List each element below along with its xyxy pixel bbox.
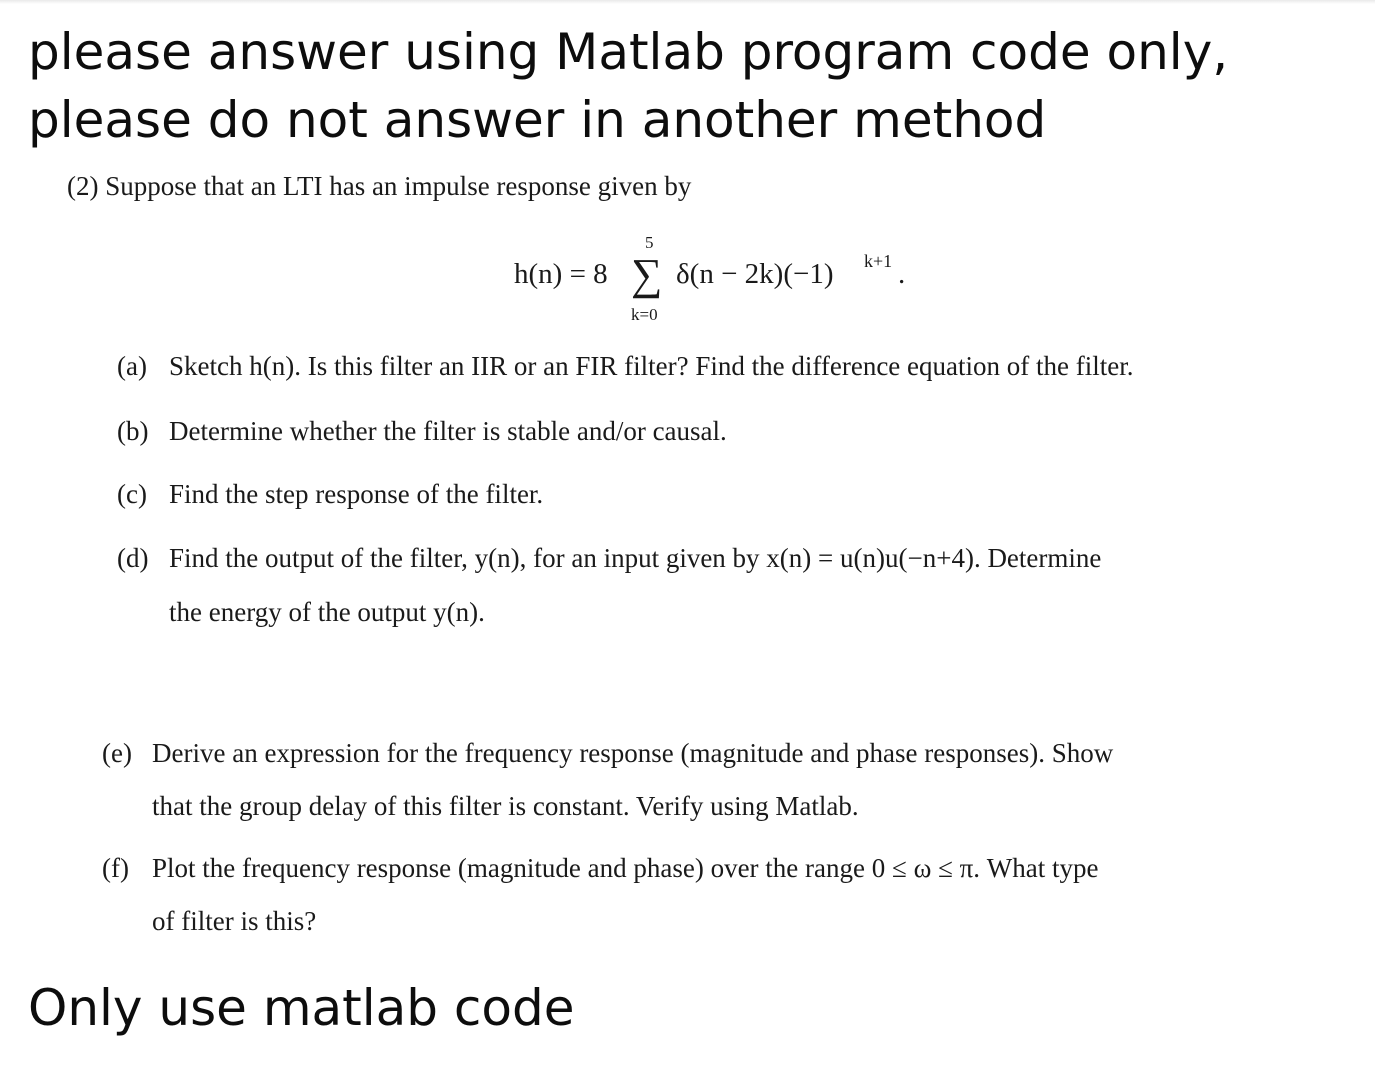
equation-exponent: k+1 [864, 251, 893, 271]
part-d-text-line-1: Find the output of the filter, y(n), for an input given by x(n) = u(n)u(−n+4). Determine [169, 543, 1102, 573]
part-b-text: Determine whether the filter is stable and/or causal. [169, 416, 727, 446]
request-heading-line-2: please do not answer in another method [28, 91, 1047, 149]
equation-lhs: h(n) = 8 [514, 258, 608, 290]
problem-intro: (2) Suppose that an LTI has an impulse response given by [67, 171, 692, 201]
top-edge-shadow [0, 0, 1375, 4]
part-f-label: (f) [102, 853, 129, 883]
part-c-label: (c) [117, 479, 147, 509]
part-e-text-line-2: that the group delay of this filter is constant. Verify using Matlab. [152, 791, 859, 821]
equation-period: . [898, 258, 906, 290]
part-a-text: Sketch h(n). Is this filter an IIR or an FIR filter? Find the difference equation of the filter. [169, 351, 1134, 381]
request-heading-line-1: please answer using Matlab program code only, [28, 23, 1229, 81]
part-d-text-line-2: the energy of the output y(n). [169, 597, 485, 627]
sum-lower-limit: k=0 [631, 305, 658, 324]
equation-body: δ(n − 2k)(−1) [676, 258, 834, 290]
part-d-label: (d) [117, 543, 149, 573]
part-e-label: (e) [102, 738, 132, 768]
part-e-text-line-1: Derive an expression for the frequency response (magnitude and phase responses). Show [152, 738, 1114, 768]
part-f-text-line-1: Plot the frequency response (magnitude and phase) over the range 0 ≤ ω ≤ π. What type [152, 853, 1099, 883]
footer-instruction: Only use matlab code [28, 979, 575, 1037]
part-a-label: (a) [117, 351, 147, 381]
part-f-text-line-2: of filter is this? [152, 906, 317, 936]
part-c-text: Find the step response of the filter. [169, 479, 544, 509]
sum-upper-limit: 5 [645, 233, 654, 252]
part-b-label: (b) [117, 416, 149, 446]
summation-sign: ∑ [631, 250, 663, 299]
